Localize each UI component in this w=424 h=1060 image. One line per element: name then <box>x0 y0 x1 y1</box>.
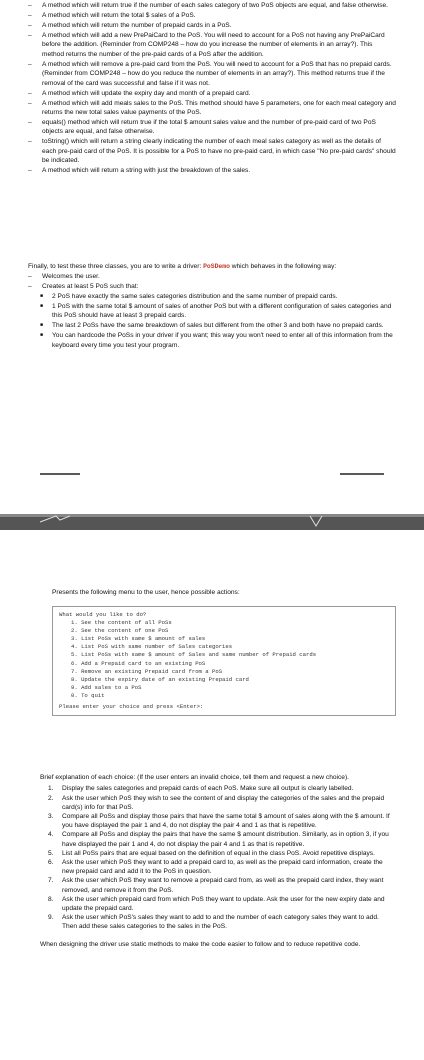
choice-number: 3. <box>48 813 54 821</box>
choice-text: Ask the user which PoS's sales they want to add to and the number of each category sales they want to add. Then add these sales categories to the sales in the PoS. <box>62 914 379 931</box>
brief-explanation: Brief explanation of each choice: (If the user enters an invalid choice, tell them and request a new choice). <box>40 774 349 781</box>
choice-text: Ask the user which PoS they wish to see the content of and display the categories of the sales and the prepaid card(s) info for that PoS. <box>62 794 385 811</box>
menu-box <box>52 606 396 716</box>
driver-intro <box>28 262 396 271</box>
method-item: – A method which will add a new PrePaiCard to the PoS. You will need to account for a PoS not having any PrePaiCard before the addition. (Reminder from COMP248 – how do you increase the number of elements in an array?). This method returns the number of the pre-paid cards of a PoS after the addition. <box>28 31 396 59</box>
choice-list <box>40 784 390 931</box>
presents-text: Presents the following menu to the user, hence possible actions: <box>52 589 240 596</box>
menu-item: 9. Add sales to a PoS <box>71 683 142 691</box>
driver-intro-tail: which behaves in the following way: <box>229 263 337 270</box>
pos-bullet: ■ 1 PoS with the same total $ amount of sales of another PoS but with a different configuration of sales categories and this PoS should have at least 3 prepaid cards. <box>38 302 396 321</box>
welcome-step: – Welcomes the user. <box>28 272 396 281</box>
driver-class-name: PoSDemo <box>203 263 230 270</box>
pos-bullet: ■ 2 PoS have exactly the same sales categories distribution and the same number of prepaid cards. <box>38 292 396 301</box>
closing-note: When designing the driver use static methods to make the code easier to follow and to reduce repetitive code. <box>40 940 361 948</box>
menu-item: 3. List PoSs with same $ amount of sales <box>71 635 206 643</box>
choice-text: Compare all PoSs and display the pairs that have the same $ amount distribution. Similarly, as in option 3, if you have displayed the pair 1 and 4, do not display the pair 4 and 1 as that is repetitive. <box>62 831 389 848</box>
choices-section <box>40 773 390 949</box>
choice-item <box>40 895 390 913</box>
method-item: – A method which will return a string with just the breakdown of the sales. <box>28 166 396 175</box>
menu-prompt: What would you like to do? <box>59 611 147 618</box>
method-item: – A method which will update the expiry day and month of a prepaid card. <box>28 89 396 98</box>
menu-item: 4. List PoS with same number of Sales categories <box>71 643 233 651</box>
menu-enter-prompt: Please enter your choice and press <Enter>: <box>59 703 204 711</box>
choice-item <box>40 913 390 931</box>
creates-text: Creates at least 5 PoS such that: <box>42 283 139 291</box>
menu-item: 7. Remove an existing Prepaid card from a PoS <box>71 667 223 675</box>
choice-text: Display the sales categories and prepaid cards of each PoS. Make sure all output is clearly labelled. <box>62 785 354 793</box>
creates-step <box>28 282 396 350</box>
choice-item <box>40 794 390 812</box>
menu-item: 5. List PoSs with same $ amount of Sales and same number of Prepaid cards <box>71 651 317 659</box>
menu-items <box>59 619 389 700</box>
choice-item <box>40 830 390 848</box>
choice-number: 4. <box>48 831 54 839</box>
menu-item: 2. See the content of one PoS <box>71 627 169 635</box>
method-item: – A method which will remove a pre-paid card from the PoS. You will need to account for a PoS that has no prepaid cards. (Reminder from COMP248 – how do you reduce the number of elements in an array?). This method returns true if the removal of the card was successful and false if it was not. <box>28 60 396 88</box>
choice-text: List all PoSs pairs that are equal based on the definition of equal in the class PoS. Avoid repetitive displays. <box>62 849 375 857</box>
choice-text: Ask the user which PoS they want to remove a prepaid card from, as well as the prepaid card index, they want removed, and remove it from the PoS. <box>62 877 384 894</box>
method-item: – equals() method which will return true if the total $ amount sales value and the number of pre-paid card of two PoS objects are equal, and false otherwise. <box>28 118 396 137</box>
choice-text: Ask the user which PoS they want to add a prepaid card to, as well as the prepaid card information, create the new prepaid card and add it to the PoS in question. <box>62 859 383 876</box>
driver-intro-text: Finally, to test these three classes, you are to write a driver: <box>28 263 204 270</box>
page-break-artifact <box>0 470 424 530</box>
method-item: – A method which will return the number of prepaid cards in a PoS. <box>28 21 396 30</box>
choice-number: 6. <box>48 859 54 867</box>
method-item: – A method which will return true if the number of each sales category of two PoS objects are equal, and false otherwise. <box>28 1 396 10</box>
top-requirements-section <box>0 0 424 176</box>
driver-section <box>28 262 396 351</box>
choice-text: Compare all PoSs and display those pairs that have the same total $ amount of sales along with the $ amount. If you have displayed the pair 1 and 4, do not display the pair 4 and 1 as that is repetitive. <box>62 813 390 830</box>
pos-bullet: ■ You can hardcode the PoSs in your driver if you want; this way you won't need to enter all of this information from the keyboard every time you test your program. <box>38 331 396 350</box>
pos-bullets <box>38 292 396 350</box>
choice-number: 5. <box>48 849 54 857</box>
choice-number: 1. <box>48 785 54 793</box>
choice-item <box>40 858 390 876</box>
page-break-graphic <box>0 470 424 530</box>
menu-item: 0. To quit <box>71 691 105 699</box>
choice-number: 8. <box>48 895 54 903</box>
menu-item: 8. Update the expiry date of an existing Prepaid card <box>71 675 249 683</box>
driver-steps <box>28 272 396 350</box>
menu-item: 1. See the content of all PoSs <box>71 619 172 627</box>
choice-item <box>40 849 390 858</box>
choice-number: 9. <box>48 914 54 922</box>
choice-number: 2. <box>48 794 54 802</box>
choice-item <box>40 876 390 894</box>
method-item: – A method which will return the total $ sales of a PoS. <box>28 11 396 20</box>
method-list <box>28 1 396 176</box>
menu-item: 6. Add a Prepaid card to an existing PoS <box>71 659 206 667</box>
choice-text: Ask the user which prepaid card from which PoS they want to update. Ask the user for the new expiry date and update the prepaid card. <box>62 895 385 913</box>
method-item: – toString() which will return a string clearly indicating the number of each meal sales category as well as the details of each pre-paid card of the PoS. It is possible for a PoS to have no pre-paid card, in which case "No pre-paid cards" should be indicated. <box>28 137 396 165</box>
pos-bullet: ■ The last 2 PoSs have the same breakdown of sales but different from the other 3 and both have no prepaid cards. <box>38 321 396 330</box>
choice-number: 7. <box>48 877 54 885</box>
choice-item <box>40 784 390 793</box>
choice-item <box>40 812 390 830</box>
method-item: – A method which will add meals sales to the PoS. This method should have 5 parameters, one for each meal category and returns the new total sales value payments of the PoS. <box>28 99 396 118</box>
